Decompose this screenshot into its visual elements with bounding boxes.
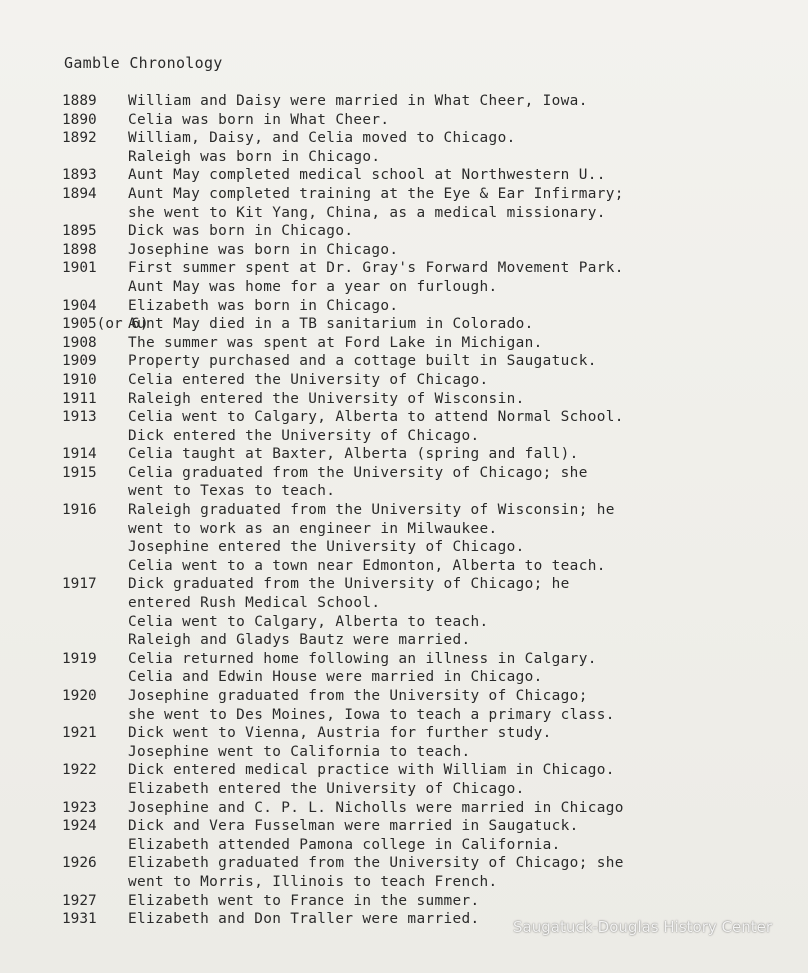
entry-line: Celia graduated from the University of Chicago; she <box>128 464 588 481</box>
entry-line: Elizabeth and Don Traller were married. <box>128 911 480 928</box>
entry-line: The summer was spent at Ford Lake in Michigan. <box>128 334 543 351</box>
document-title: Gamble Chronology <box>64 54 223 72</box>
chronology-list <box>62 92 752 929</box>
entry-text <box>128 222 752 241</box>
entry-year: 1923 <box>62 799 97 816</box>
chronology-entry <box>62 445 752 464</box>
entry-line: Elizabeth attended Pamona college in California. <box>128 836 561 853</box>
entry-line: Josephine went to California to teach. <box>128 743 471 760</box>
entry-line: entered Rush Medical School. <box>128 595 381 612</box>
entry-year: 1895 <box>62 223 97 240</box>
entry-line: went to work as an engineer in Milwaukee. <box>128 520 498 537</box>
entry-text <box>128 892 752 911</box>
entry-year: 1919 <box>62 650 97 667</box>
entry-year: 1901 <box>62 260 97 277</box>
watermark: Saugatuck-Douglas History Center <box>513 918 772 936</box>
entry-year: 1924 <box>62 818 97 835</box>
entry-line: Josephine entered the University of Chicago. <box>128 539 525 556</box>
entry-year: 1909 <box>62 353 97 370</box>
entry-text <box>128 687 752 724</box>
entry-text <box>128 111 752 130</box>
chronology-entry <box>62 724 752 761</box>
entry-line: William and Daisy were married in What Cheer, Iowa. <box>128 93 588 109</box>
entry-text <box>128 817 752 854</box>
entry-text <box>128 575 752 649</box>
entry-line: Raleigh graduated from the University of Wisconsin; he <box>128 502 615 519</box>
entry-line: Raleigh entered the University of Wisconsin. <box>128 390 525 407</box>
entry-year: 1915 <box>62 464 97 481</box>
entry-year: 1913 <box>62 409 97 426</box>
entry-text <box>128 166 752 185</box>
entry-text <box>128 259 752 296</box>
chronology-entry <box>62 297 752 316</box>
entry-line: Aunt May completed medical school at Northwestern U.. <box>128 167 606 184</box>
chronology-entry <box>62 854 752 891</box>
entry-year: 1908 <box>62 334 97 351</box>
entry-line: Celia was born in What Cheer. <box>128 111 390 128</box>
entry-text <box>128 799 752 818</box>
entry-text <box>128 315 752 334</box>
entry-line: went to Morris, Illinois to teach French. <box>128 873 498 890</box>
entry-text <box>128 297 752 316</box>
entry-year: 1910 <box>62 371 97 388</box>
chronology-entry <box>62 334 752 353</box>
entry-line: she went to Kit Yang, China, as a medical missionary. <box>128 204 606 221</box>
entry-line: Elizabeth entered the University of Chicago. <box>128 780 525 797</box>
entry-text <box>128 185 752 222</box>
entry-text <box>128 371 752 390</box>
entry-line: Dick went to Vienna, Austria for further study. <box>128 725 552 742</box>
chronology-entry <box>62 259 752 296</box>
entry-year: 1911 <box>62 390 97 407</box>
entry-line: Aunt May completed training at the Eye & Ear Infirmary; <box>128 185 624 202</box>
entry-text <box>128 501 752 575</box>
entry-line: Dick graduated from the University of Chicago; he <box>128 576 570 593</box>
chronology-entry <box>62 575 752 649</box>
entry-year: 1926 <box>62 855 97 872</box>
chronology-entry <box>62 129 752 166</box>
chronology-entry <box>62 371 752 390</box>
chronology-entry <box>62 352 752 371</box>
entry-text <box>128 352 752 371</box>
entry-year: 1920 <box>62 688 97 704</box>
entry-line: Aunt May was home for a year on furlough. <box>128 278 498 295</box>
entry-text <box>128 92 752 111</box>
entry-line: Celia went to Calgary, Alberta to attend Normal School. <box>128 409 624 426</box>
chronology-entry <box>62 650 752 687</box>
entry-line: Elizabeth went to France in the summer. <box>128 892 480 909</box>
entry-text <box>128 464 752 501</box>
entry-year: 1917 <box>62 576 97 593</box>
entry-line: Property purchased and a cottage built in Saugatuck. <box>128 353 597 370</box>
entry-year: 1905(or 6) <box>62 316 149 333</box>
entry-text <box>128 390 752 409</box>
entry-line: Josephine and C. P. L. Nicholls were married in Chicago <box>128 799 624 816</box>
chronology-entry <box>62 92 752 111</box>
entry-line: Aunt May died in a TB sanitarium in Colorado. <box>128 316 534 333</box>
chronology-entry <box>62 892 752 911</box>
chronology-entry <box>62 185 752 222</box>
chronology-entry <box>62 241 752 260</box>
chronology-entry <box>62 464 752 501</box>
entry-line: William, Daisy, and Celia moved to Chicago. <box>128 130 516 147</box>
chronology-entry <box>62 817 752 854</box>
entry-year: 1894 <box>62 185 97 202</box>
entry-text <box>128 650 752 687</box>
entry-year: 1893 <box>62 167 97 184</box>
chronology-entry <box>62 111 752 130</box>
entry-line: she went to Des Moines, Iowa to teach a primary class. <box>128 706 615 723</box>
entry-line: Elizabeth was born in Chicago. <box>128 297 399 314</box>
entry-line: Dick entered the University of Chicago. <box>128 427 480 444</box>
entry-line: Dick entered medical practice with William in Chicago. <box>128 762 615 779</box>
entry-line: Celia went to Calgary, Alberta to teach. <box>128 613 489 630</box>
entry-year: 1916 <box>62 502 97 519</box>
chronology-entry <box>62 687 752 724</box>
entry-text <box>128 129 752 166</box>
chronology-entry <box>62 315 752 334</box>
entry-line: Celia taught at Baxter, Alberta (spring and fall). <box>128 446 579 463</box>
entry-line: Celia went to a town near Edmonton, Alberta to teach. <box>128 557 606 574</box>
entry-text <box>128 334 752 353</box>
chronology-entry <box>62 799 752 818</box>
entry-year: 1931 <box>62 911 97 928</box>
entry-year: 1921 <box>62 725 97 742</box>
entry-line: Celia returned home following an illness in Calgary. <box>128 650 597 667</box>
chronology-entry <box>62 222 752 241</box>
entry-year: 1898 <box>62 241 97 258</box>
entry-line: Dick was born in Chicago. <box>128 223 354 240</box>
entry-year: 1890 <box>62 111 97 128</box>
entry-text <box>128 408 752 445</box>
entry-line: Celia and Edwin House were married in Chicago. <box>128 669 543 686</box>
entry-year: 1892 <box>62 130 97 147</box>
chronology-entry <box>62 166 752 185</box>
entry-year: 1922 <box>62 762 97 779</box>
entry-line: Josephine graduated from the University of Chicago; <box>128 688 588 704</box>
chronology-entry <box>62 408 752 445</box>
chronology-entry <box>62 761 752 798</box>
entry-line: Josephine was born in Chicago. <box>128 241 399 258</box>
entry-year: 1914 <box>62 446 97 463</box>
entry-line: Raleigh and Gladys Bautz were married. <box>128 632 471 649</box>
entry-year: 1889 <box>62 93 97 109</box>
chronology-entry <box>62 390 752 409</box>
entry-year: 1904 <box>62 297 97 314</box>
entry-line: First summer spent at Dr. Gray's Forward Movement Park. <box>128 260 624 277</box>
entry-line: Raleigh was born in Chicago. <box>128 148 381 165</box>
entry-text <box>128 445 752 464</box>
entry-line: Celia entered the University of Chicago. <box>128 371 489 388</box>
entry-line: went to Texas to teach. <box>128 483 336 500</box>
entry-line: Elizabeth graduated from the University of Chicago; she <box>128 855 624 872</box>
entry-text <box>128 724 752 761</box>
entry-year: 1927 <box>62 892 97 909</box>
entry-text <box>128 761 752 798</box>
chronology-entry <box>62 501 752 575</box>
entry-line: Dick and Vera Fusselman were married in Saugatuck. <box>128 818 579 835</box>
entry-text <box>128 241 752 260</box>
entry-text <box>128 854 752 891</box>
